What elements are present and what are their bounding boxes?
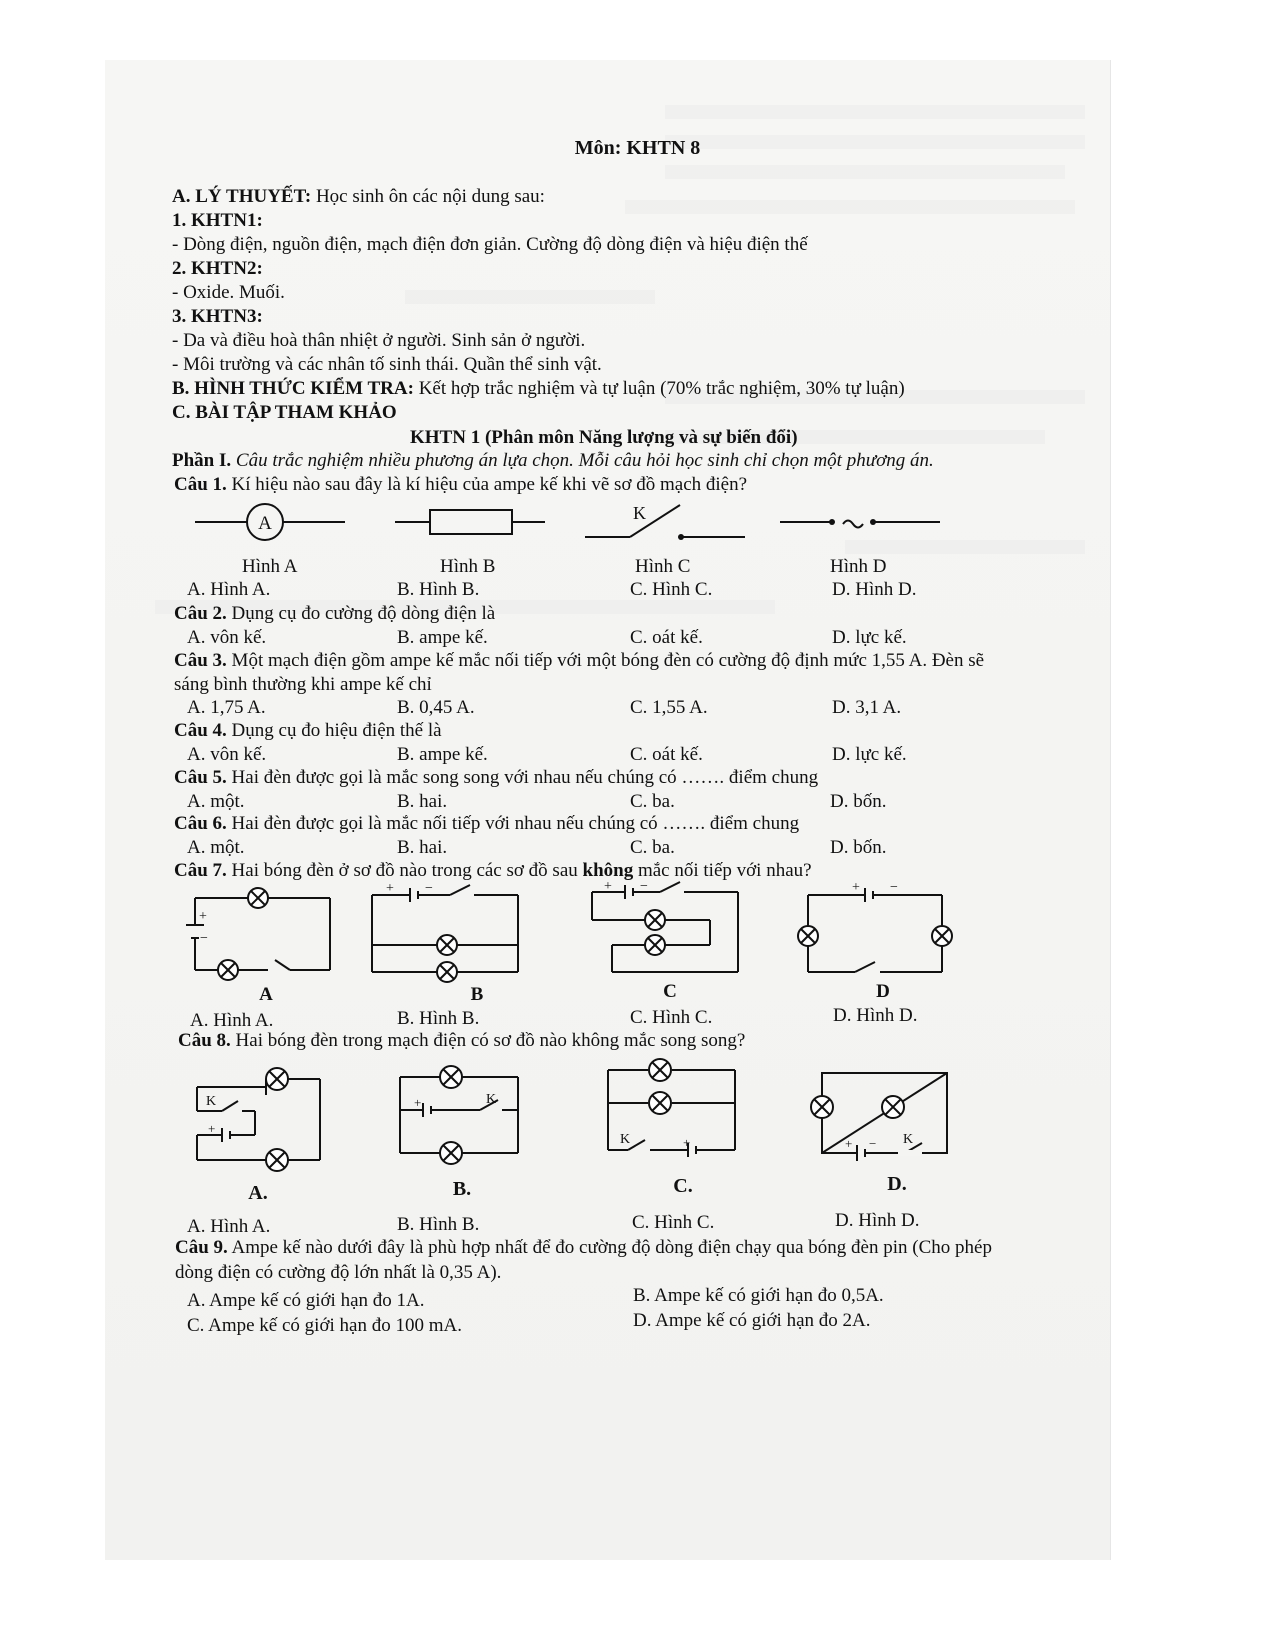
q4-option-c[interactable]: C. oát kế.	[630, 744, 703, 765]
switch-symbol-letter: K	[633, 503, 646, 523]
svg-text:+: +	[845, 1136, 853, 1151]
q1-fig-d-label: Hình D	[830, 556, 887, 577]
q9-stem-line2: dòng điện có cường độ lớn nhất là 0,35 A).	[175, 1262, 502, 1283]
svg-text:−: −	[200, 931, 208, 946]
svg-text:K: K	[206, 1094, 217, 1109]
q3-option-c[interactable]: C. 1,55 A.	[630, 697, 708, 718]
q7-circuits	[0, 880, 1275, 1005]
q4-option-d[interactable]: D. lực kế.	[832, 744, 907, 765]
svg-text:K: K	[486, 1092, 497, 1107]
svg-text:−: −	[869, 1136, 877, 1151]
svg-text:K: K	[903, 1132, 914, 1147]
q9-stem: Câu 9. Ampe kế nào dưới đây là phù hợp nhất để đo cường độ dòng điện chạy qua bóng đèn pin (Cho phép	[175, 1237, 992, 1258]
q3-option-a[interactable]: A. 1,75 A.	[187, 697, 266, 718]
bleed-through	[665, 105, 1085, 119]
q2-option-b[interactable]: B. ampe kế.	[397, 627, 488, 648]
svg-text:+: +	[604, 880, 612, 894]
ammeter-symbol-letter: A	[258, 513, 272, 534]
q5-option-c[interactable]: C. ba.	[630, 791, 675, 812]
svg-text:−: −	[890, 880, 898, 895]
svg-text:K: K	[620, 1132, 631, 1147]
q6-stem: Câu 6. Hai đèn được gọi là mắc nối tiếp với nhau nếu chúng có ……. điểm chung	[174, 813, 800, 834]
section-b: B. HÌNH THỨC KIỂM TRA: Kết hợp trắc nghiệm và tự luận (70% trắc nghiệm, 30% tự luận)	[172, 378, 905, 399]
khtn1-line: - Dòng điện, nguồn điện, mạch điện đơn giản. Cường độ dòng điện và hiệu điện thế	[172, 234, 808, 255]
khtn1-heading: 1. KHTN1:	[172, 210, 263, 231]
q7-fig-d-label: D	[876, 981, 890, 1002]
svg-text:+: +	[852, 880, 860, 895]
q7-option-a[interactable]: A. Hình A.	[190, 1010, 274, 1031]
q7-fig-a-label: A	[259, 984, 273, 1005]
q1-stem: Câu 1. Kí hiệu nào sau đây là kí hiệu của ampe kế khi vẽ sơ đồ mạch điện?	[174, 474, 748, 495]
svg-text:+: +	[208, 1121, 216, 1136]
q4-stem: Câu 4. Dụng cụ đo hiệu điện thế là	[174, 720, 442, 741]
svg-text:+: +	[414, 1095, 422, 1110]
part1-instruction: Phần I. Câu trắc nghiệm nhiều phương án lựa chọn. Mỗi câu hỏi học sinh chỉ chọn một phương án.	[172, 450, 934, 471]
q7-option-b[interactable]: B. Hình B.	[397, 1008, 480, 1029]
q5-option-d[interactable]: D. bốn.	[830, 791, 887, 812]
svg-text:+: +	[386, 881, 394, 896]
part-title: KHTN 1 (Phân môn Năng lượng và sự biến đổi)	[410, 427, 798, 448]
q8-option-b[interactable]: B. Hình B.	[397, 1214, 480, 1235]
q6-option-d[interactable]: D. bốn.	[830, 837, 887, 858]
q6-option-b[interactable]: B. hai.	[397, 837, 448, 858]
q9-option-d[interactable]: D. Ampe kế có giới hạn đo 2A.	[633, 1310, 871, 1331]
q4-option-b[interactable]: B. ampe kế.	[397, 744, 488, 765]
bleed-through	[405, 290, 655, 304]
q3-option-d[interactable]: D. 3,1 A.	[832, 697, 902, 718]
q2-stem: Câu 2. Dụng cụ đo cường độ dòng điện là	[174, 603, 496, 624]
khtn3-heading: 3. KHTN3:	[172, 306, 263, 327]
q7-option-d[interactable]: D. Hình D.	[833, 1005, 918, 1026]
q7-stem: Câu 7. Hai bóng đèn ở sơ đồ nào trong các sơ đồ sau không mắc nối tiếp với nhau?	[174, 860, 812, 881]
q7-fig-c-label: C	[663, 981, 677, 1002]
q8-option-a[interactable]: A. Hình A.	[187, 1216, 271, 1237]
q8-fig-c-label: C.	[673, 1175, 693, 1197]
q8-fig-d-label: D.	[887, 1173, 907, 1195]
q8-fig-b-label: B.	[452, 1178, 472, 1200]
svg-text:−: −	[425, 881, 433, 896]
q3-stem-line2: sáng bình thường khi ampe kế chỉ	[174, 674, 432, 695]
q1-option-c[interactable]: C. Hình C.	[630, 579, 713, 600]
bleed-through	[665, 165, 1065, 179]
svg-text:−: −	[640, 880, 648, 894]
bleed-through	[625, 200, 1075, 214]
q8-option-d[interactable]: D. Hình D.	[835, 1210, 920, 1231]
q2-option-a[interactable]: A. vôn kế.	[187, 627, 267, 648]
q5-option-a[interactable]: A. một.	[187, 791, 245, 812]
q9-option-a[interactable]: A. Ampe kế có giới hạn đo 1A.	[187, 1290, 425, 1311]
q1-fig-c-label: Hình C	[635, 556, 691, 577]
q2-option-c[interactable]: C. oát kế.	[630, 627, 703, 648]
q6-option-c[interactable]: C. ba.	[630, 837, 675, 858]
khtn2-heading: 2. KHTN2:	[172, 258, 263, 279]
q1-option-a[interactable]: A. Hình A.	[187, 579, 271, 600]
q1-option-b[interactable]: B. Hình B.	[397, 579, 480, 600]
q5-stem: Câu 5. Hai đèn được gọi là mắc song song với nhau nếu chúng có ……. điểm chung	[174, 767, 819, 788]
q1-symbols	[0, 495, 1275, 555]
q8-stem: Câu 8. Hai bóng đèn trong mạch điện có sơ đồ nào không mắc song song?	[178, 1030, 746, 1051]
q1-fig-a-label: Hình A	[242, 556, 298, 577]
q1-fig-b-label: Hình B	[440, 556, 496, 577]
page-title: Môn: KHTN 8	[574, 137, 701, 159]
q8-circuits	[0, 1055, 1275, 1205]
section-c: C. BÀI TẬP THAM KHẢO	[172, 402, 397, 423]
khtn2-line: - Oxide. Muối.	[172, 282, 285, 303]
q9-option-c[interactable]: C. Ampe kế có giới hạn đo 100 mA.	[187, 1315, 462, 1336]
svg-text:+: +	[199, 909, 207, 924]
q2-option-d[interactable]: D. lực kế.	[832, 627, 907, 648]
svg-text:+: +	[683, 1135, 691, 1150]
q7-option-c[interactable]: C. Hình C.	[630, 1007, 713, 1028]
khtn3-line2: - Môi trường và các nhân tố sinh thái. Quần thể sinh vật.	[172, 354, 602, 375]
q5-option-b[interactable]: B. hai.	[397, 791, 448, 812]
q9-option-b[interactable]: B. Ampe kế có giới hạn đo 0,5A.	[633, 1285, 884, 1306]
q6-option-a[interactable]: A. một.	[187, 837, 245, 858]
q1-option-d[interactable]: D. Hình D.	[832, 579, 917, 600]
q8-option-c[interactable]: C. Hình C.	[632, 1212, 715, 1233]
q8-fig-a-label: A.	[248, 1182, 268, 1204]
q3-option-b[interactable]: B. 0,45 A.	[397, 697, 475, 718]
khtn3-line1: - Da và điều hoà thân nhiệt ở người. Sinh sản ở người.	[172, 330, 586, 351]
q7-fig-b-label: B	[470, 984, 484, 1005]
section-a: A. LÝ THUYẾT: Học sinh ôn các nội dung sau:	[172, 186, 545, 207]
q4-option-a[interactable]: A. vôn kế.	[187, 744, 267, 765]
q3-stem: Câu 3. Một mạch điện gồm ampe kế mắc nối tiếp với một bóng đèn có cường độ định mức 1,55 A. Đèn sẽ	[174, 650, 985, 671]
